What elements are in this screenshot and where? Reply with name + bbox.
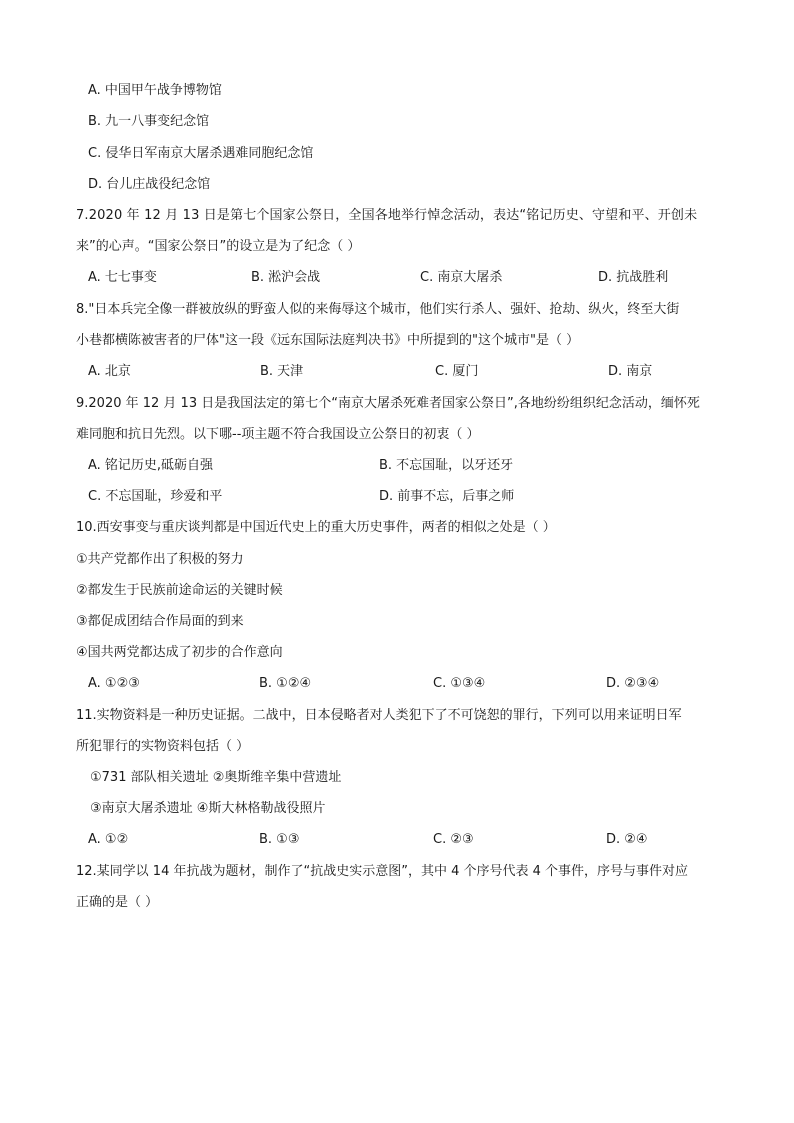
q11-option-c: C. ②③ <box>433 832 474 847</box>
q10-item-1: ①共产党都作出了积极的努力 <box>76 552 244 567</box>
q7-stem-line2: 来”的心声。“国家公祭日”的设立是为了纪念（ ） <box>76 239 361 254</box>
q6-option-b: B. 九一八事变纪念馆 <box>88 114 210 129</box>
q8-option-c: C. 厦门 <box>435 364 479 379</box>
q9-stem-line2: 难同胞和抗日先烈。以下哪--项主题不符合我国设立公祭日的初衷（ ） <box>76 427 480 442</box>
q9-option-b: B. 不忘国耻，以牙还牙 <box>379 458 514 473</box>
q7-option-b: B. 淞沪会战 <box>251 270 321 285</box>
q8-stem-line1: 8."日本兵完全像一群被放纵的野蛮人似的来侮辱这个城市，他们实行杀人、强奸、抢劫、纵火，终至大街 <box>76 302 680 317</box>
q10-stem: 10.西安事变与重庆谈判都是中国近代史上的重大历史事件，两者的相似之处是（ ） <box>76 520 556 535</box>
q12-stem-line2: 正确的是（ ） <box>76 895 159 910</box>
q10-option-c: C. ①③④ <box>433 676 486 691</box>
q7-stem-line1: 7.2020 年 12 月 13 日是第七个国家公祭日，全国各地举行悼念活动，表达“铭记历史、守望和平、开创未 <box>76 208 698 223</box>
q9-option-a: A. 铭记历史,砥砺自强 <box>88 458 214 473</box>
q10-option-a: A. ①②③ <box>88 676 140 691</box>
q12-stem-line1: 12.某同学以 14 年抗战为题材，制作了“抗战史实示意图”，其中 4 个序号代表 4 个事件，序号与事件对应 <box>76 864 689 879</box>
q8-stem-line2: 小巷都横陈被害者的尸体"这一段《远东国际法庭判决书》中所提到的"这个城市"是（ ） <box>76 333 580 348</box>
q11-option-b: B. ①③ <box>259 832 300 847</box>
q8-option-a: A. 北京 <box>88 364 131 379</box>
q11-option-d: D. ②④ <box>606 832 648 847</box>
q9-option-d: D. 前事不忘，后事之师 <box>379 489 515 504</box>
q7-option-a: A. 七七事变 <box>88 270 157 285</box>
q7-option-d: D. 抗战胜利 <box>598 270 669 285</box>
q11-option-a: A. ①② <box>88 832 129 847</box>
q9-stem-line1: 9.2020 年 12 月 13 日是我国法定的第七个“南京大屠杀死难者国家公祭日”,各地纷纷组织纪念活动，缅怀死 <box>76 396 700 411</box>
q7-option-c: C. 南京大屠杀 <box>420 270 503 285</box>
q6-option-a: A. 中国甲午战争博物馆 <box>88 83 222 98</box>
q8-option-b: B. 天津 <box>260 364 304 379</box>
q11-stem-line1: 11.实物资料是一种历史证据。二战中，日本侵略者对人类犯下了不可饶恕的罪行，下列可以用来证明日军 <box>76 708 682 723</box>
q10-item-3: ③都促成团结合作局面的到来 <box>76 614 244 629</box>
q6-option-d: D. 台儿庄战役纪念馆 <box>88 177 211 192</box>
q10-item-4: ④国共两党都达成了初步的合作意向 <box>76 645 283 660</box>
q10-option-d: D. ②③④ <box>606 676 660 691</box>
q9-option-c: C. 不忘国耻，珍爱和平 <box>88 489 223 504</box>
q10-item-2: ②都发生于民族前途命运的关键时候 <box>76 583 283 598</box>
q11-items-row1: ①731 部队相关遗址 ②奥斯维辛集中营遗址 <box>90 770 342 785</box>
q6-option-c: C. 侵华日军南京大屠杀遇难同胞纪念馆 <box>88 146 314 161</box>
q10-option-b: B. ①②④ <box>259 676 312 691</box>
q11-items-row2: ③南京大屠杀遗址 ④斯大林格勒战役照片 <box>90 801 326 816</box>
q11-stem-line2: 所犯罪行的实物资料包括（ ） <box>76 739 250 754</box>
q8-option-d: D. 南京 <box>608 364 653 379</box>
